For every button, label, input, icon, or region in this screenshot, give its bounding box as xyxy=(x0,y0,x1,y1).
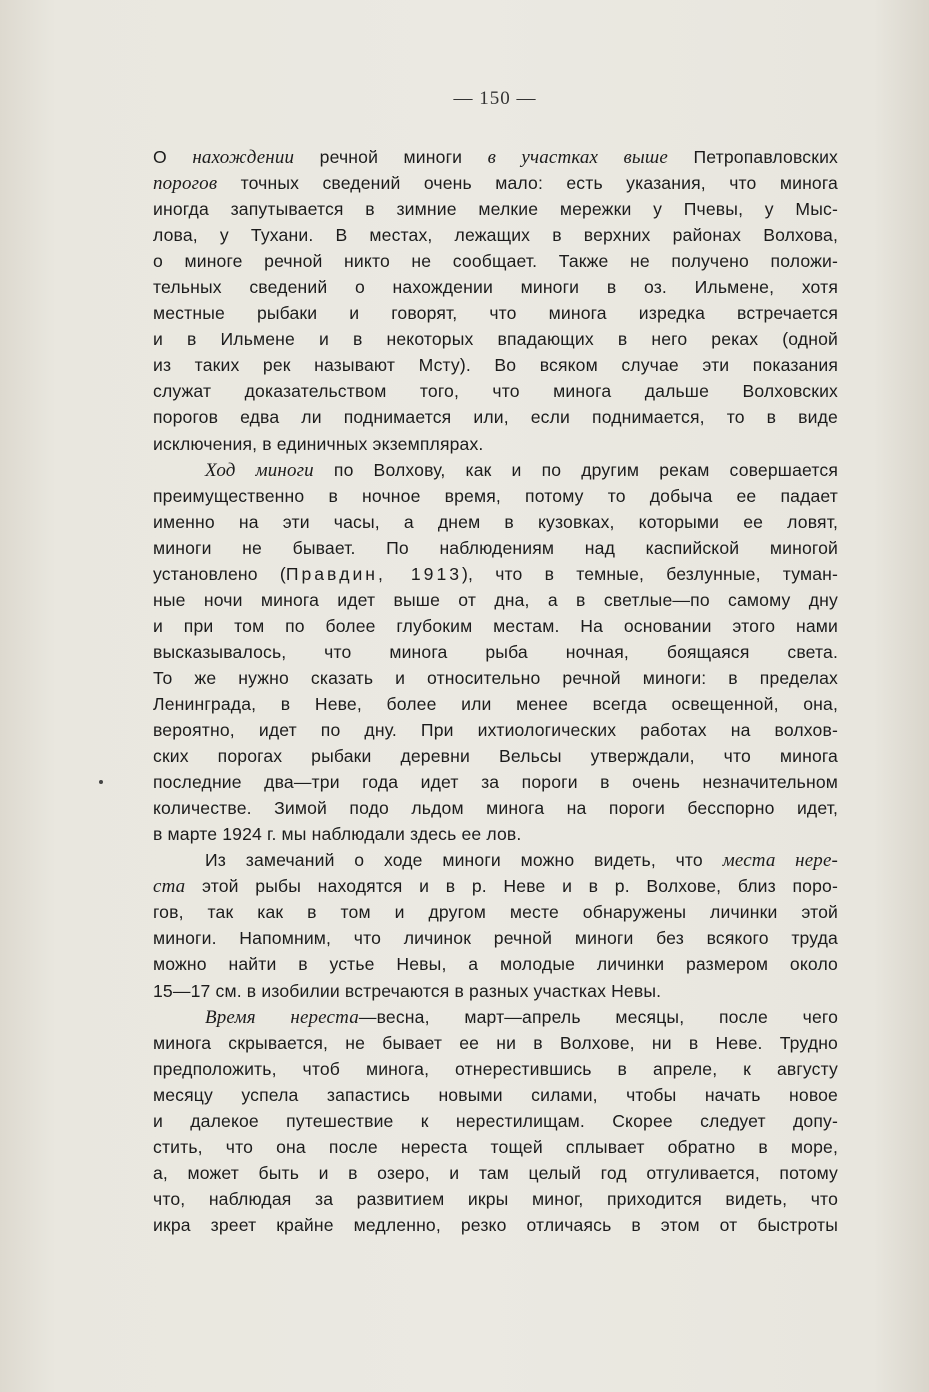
text-line xyxy=(153,274,838,300)
text-run: лова, у Тухани. В местах, лежащих в верхних районах Волхова, xyxy=(153,225,838,246)
text-line xyxy=(153,899,838,925)
text-line xyxy=(153,1108,838,1134)
text-line xyxy=(153,1082,838,1108)
text-run: —весна, март—апрель месяцы, после чего xyxy=(358,1006,839,1027)
text-line xyxy=(153,457,838,483)
text-line xyxy=(153,1004,838,1030)
italic-term: ста xyxy=(153,876,186,898)
text-line xyxy=(153,717,838,743)
text-run: ских порогах рыбаки деревни Вельсы утверждали, что минога xyxy=(153,746,838,767)
text-line xyxy=(153,847,838,873)
text-run: последние два—три года идет за пороги в очень незначительном xyxy=(153,772,838,793)
text-line xyxy=(153,535,838,561)
text-run: ), что в темные, безлунные, туман- xyxy=(462,563,839,584)
text-run: из таких рек называют Мсту). Во всяком случае эти показания xyxy=(153,355,838,376)
text-run: этой рыбы находятся и в р. Неве и в р. Волхове, близ поро- xyxy=(185,876,838,897)
text-run: по Волхову, как и по другим рекам совершается xyxy=(313,459,838,480)
text-run: предположить, чтоб минога, отнерестившись в апреле, к августу xyxy=(153,1058,838,1079)
text-run: 15—17 см. в изобилии встречаются в разных участках Невы. xyxy=(153,980,662,1001)
text-run: иногда запутывается в зимние мелкие мережки у Пчевы, у Мыс- xyxy=(153,199,838,220)
text-run: ные ночи минога идет выше от дна, а в светлые—по самому дну xyxy=(153,589,838,610)
text-line xyxy=(153,769,838,795)
text-line xyxy=(153,509,838,535)
page-number: — 150 — xyxy=(453,88,537,109)
text-line xyxy=(153,743,838,769)
italic-term: места нере- xyxy=(722,850,838,872)
text-line xyxy=(153,951,838,977)
text-line xyxy=(153,821,838,847)
text-run: преимущественно в ночное время, потому то добыча ее падает xyxy=(153,485,838,506)
text-run: установлено ( xyxy=(153,563,286,584)
text-run: высказывалось, что минога рыба ночная, боящаяся света. xyxy=(153,641,838,662)
text-line xyxy=(153,1186,838,1212)
text-line xyxy=(153,170,838,196)
italic-term: порогов xyxy=(153,173,218,195)
text-line xyxy=(153,431,838,457)
text-run: в марте 1924 г. мы наблюдали здесь ее лов. xyxy=(153,824,522,845)
text-run: и в Ильмене и в некоторых впадающих в него реках (одной xyxy=(153,329,838,350)
text-run: можно найти в устье Невы, а молодые личинки размером около xyxy=(153,954,838,975)
margin-mark xyxy=(99,780,103,784)
text-run: местные рыбаки и говорят, что минога изредка встречается xyxy=(153,303,838,324)
text-run: месяцу успела запастись новыми силами, чтобы начать новое xyxy=(153,1084,838,1105)
text-run: вероятно, идет по дну. При ихтиологических работах на волхов- xyxy=(153,720,838,741)
text-line xyxy=(153,587,838,613)
text-line xyxy=(153,665,838,691)
text-line xyxy=(153,639,838,665)
text-run: миноги не бывает. По наблюдениям над каспийской миногой xyxy=(153,537,838,558)
text-run: порогов едва ли поднимается или, если поднимается, то в виде xyxy=(153,407,838,428)
text-line xyxy=(153,925,838,951)
italic-term: Ход миноги xyxy=(205,459,314,481)
text-run: именно на эти часы, а днем в кузовках, которыми ее ловят, xyxy=(153,511,838,532)
text-run: что, наблюдая за развитием икры миног, приходится видеть, что xyxy=(153,1188,838,1209)
text-run: Петропавловских xyxy=(667,147,838,167)
text-run: исключения, в единичных экземплярах. xyxy=(153,433,484,454)
text-line xyxy=(153,978,838,1004)
text-run: и при том по более глубоким местам. На основании этого нами xyxy=(153,615,838,636)
text-run: Из замечаний о ходе миноги можно видеть, что xyxy=(205,850,723,871)
text-run: речной миноги xyxy=(294,147,488,167)
text-line xyxy=(153,561,838,587)
text-line xyxy=(153,691,838,717)
text-line xyxy=(153,1212,838,1238)
text-run: стить, что она после нереста тощей сплывает обратно в море, xyxy=(153,1136,838,1157)
text-line xyxy=(153,795,838,821)
body-text xyxy=(153,144,838,1238)
italic-term: Время нереста xyxy=(205,1006,359,1028)
text-run: точных сведений очень мало: есть указания, что минога xyxy=(217,173,838,194)
spaced-citation: Правдин, 1913 xyxy=(285,563,463,584)
text-line xyxy=(153,196,838,222)
text-run: и далекое путешествие к нерестилищам. Скорее следует допу- xyxy=(153,1110,838,1131)
text-run: О xyxy=(153,147,193,167)
text-line xyxy=(153,483,838,509)
text-line xyxy=(153,1160,838,1186)
text-line xyxy=(153,222,838,248)
text-line xyxy=(153,248,838,274)
text-line xyxy=(153,873,838,899)
text-line xyxy=(153,326,838,352)
italic-term: в участках выше xyxy=(487,147,668,168)
text-line xyxy=(153,1134,838,1160)
text-line xyxy=(153,144,838,170)
text-run: минога скрывается, не бывает ее ни в Волхове, ни в Неве. Трудно xyxy=(153,1032,838,1053)
text-run: тельных сведений о нахождении миноги в оз. Ильмене, хотя xyxy=(153,277,838,298)
text-run: икра зреет крайне медленно, резко отличаясь в этом от быстроты xyxy=(153,1214,838,1235)
text-run: количестве. Зимой подо льдом минога на пороги бесспорно идет, xyxy=(153,798,838,819)
text-line xyxy=(153,1056,838,1082)
text-run: о миноге речной никто не сообщает. Также не получено положи- xyxy=(153,251,838,272)
text-run: служат доказательством того, что минога дальше Волховских xyxy=(153,381,838,402)
text-run: гов, так как в том и другом месте обнаружены личинки этой xyxy=(153,902,838,923)
text-line xyxy=(153,300,838,326)
text-run: То же нужно сказать и относительно речной миноги: в пределах xyxy=(153,667,838,688)
text-line xyxy=(153,1030,838,1056)
text-line xyxy=(153,378,838,404)
text-run: а, может быть и в озеро, и там целый год отгуливается, потому xyxy=(153,1162,838,1183)
text-line xyxy=(153,352,838,378)
italic-term: нахождении xyxy=(192,147,295,168)
text-line xyxy=(153,613,838,639)
text-run: миноги. Напомним, что личинок речной миноги без всякого труда xyxy=(153,928,838,949)
text-run: Ленинграда, в Неве, более или менее всегда освещенной, она, xyxy=(153,693,838,714)
text-line xyxy=(153,404,838,430)
